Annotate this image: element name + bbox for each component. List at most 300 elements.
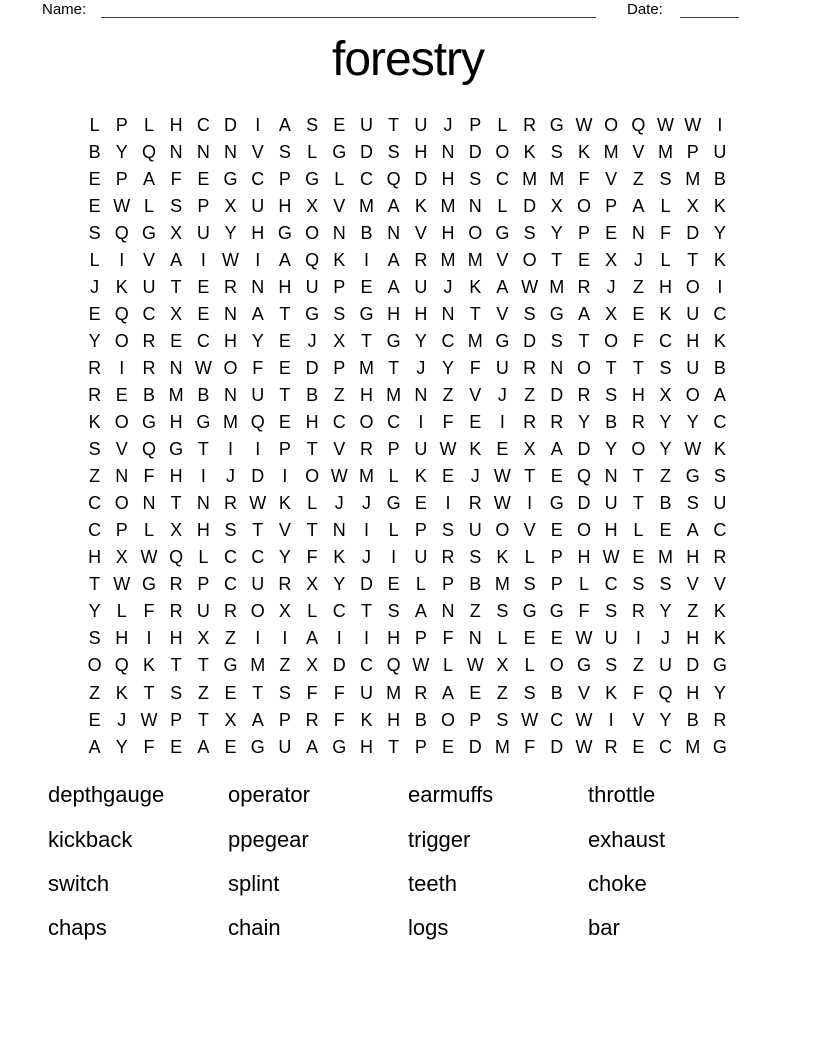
grid-letter: T <box>197 655 209 676</box>
grid-letter: M <box>494 574 510 595</box>
grid-letter: Y <box>88 330 101 351</box>
grid-letter: O <box>576 357 591 378</box>
grid-letter: K <box>360 709 373 730</box>
grid-letter: Z <box>333 384 345 405</box>
grid-letter: K <box>469 439 482 460</box>
grid-letter: I <box>255 249 261 270</box>
word-item: throttle <box>588 782 656 808</box>
grid-letter: S <box>88 222 101 243</box>
grid-letter: F <box>442 412 454 433</box>
grid-letter: Y <box>88 601 101 622</box>
grid-letter: L <box>524 547 535 568</box>
grid-letter: N <box>387 222 401 243</box>
grid-letter: T <box>388 357 400 378</box>
word-item: chain <box>228 915 281 941</box>
grid-letter: R <box>631 601 645 622</box>
grid-letter: G <box>495 330 510 351</box>
grid-letter: I <box>527 493 533 514</box>
grid-letter: P <box>550 547 563 568</box>
grid-letter: R <box>631 412 645 433</box>
grid-letter: L <box>497 114 508 135</box>
grid-letter: U <box>686 303 700 324</box>
grid-letter: L <box>334 168 345 189</box>
grid-letter: T <box>632 466 644 487</box>
grid-letter: T <box>252 682 264 703</box>
grid-letter: Y <box>659 709 672 730</box>
grid-letter: G <box>549 114 564 135</box>
grid-letter: X <box>686 195 699 216</box>
grid-letter: I <box>608 709 614 730</box>
grid-letter: Y <box>414 330 427 351</box>
grid-letter: R <box>359 439 373 460</box>
grid-letter: Y <box>659 439 672 460</box>
grid-letter: G <box>549 303 564 324</box>
grid-letter: H <box>251 222 265 243</box>
grid-letter: R <box>550 412 564 433</box>
grid-letter: I <box>336 628 342 649</box>
grid-letter: I <box>200 249 206 270</box>
grid-letter: F <box>524 736 536 757</box>
grid-letter: V <box>333 195 346 216</box>
grid-letter: X <box>306 574 319 595</box>
grid-letter: N <box>251 276 265 297</box>
grid-letter: E <box>632 736 645 757</box>
grid-letter: D <box>251 466 265 487</box>
grid-letter: D <box>686 222 700 243</box>
grid-letter: P <box>170 709 183 730</box>
grid-letter: C <box>659 330 673 351</box>
grid-letter: A <box>251 303 264 324</box>
grid-letter: H <box>686 330 700 351</box>
grid-letter: J <box>497 384 507 405</box>
grid-letter: K <box>659 303 672 324</box>
grid-letter: S <box>496 709 509 730</box>
grid-letter: U <box>359 114 373 135</box>
grid-letter: K <box>142 655 155 676</box>
grid-letter: M <box>440 195 456 216</box>
grid-letter: R <box>88 384 102 405</box>
grid-letter: H <box>224 330 238 351</box>
grid-letter: C <box>387 412 401 433</box>
grid-letter: L <box>633 520 644 541</box>
grid-letter: K <box>333 249 346 270</box>
grid-letter: P <box>414 520 427 541</box>
grid-letter: W <box>575 709 593 730</box>
grid-letter: C <box>332 412 346 433</box>
grid-letter: E <box>442 736 455 757</box>
grid-letter: Q <box>386 655 401 676</box>
grid-letter: I <box>363 628 369 649</box>
grid-letter: R <box>468 493 482 514</box>
grid-letter: H <box>169 466 183 487</box>
grid-letter: I <box>200 466 206 487</box>
grid-letter: X <box>306 655 319 676</box>
grid-letter: O <box>685 276 700 297</box>
grid-letter: C <box>713 303 727 324</box>
grid-letter: U <box>659 655 673 676</box>
grid-letter: O <box>223 357 238 378</box>
grid-letter: U <box>468 520 482 541</box>
grid-letter: T <box>252 520 264 541</box>
grid-letter: T <box>605 357 617 378</box>
grid-letter: L <box>388 520 399 541</box>
grid-letter: A <box>577 303 590 324</box>
grid-letter: T <box>306 520 318 541</box>
grid-letter: H <box>577 547 591 568</box>
grid-letter: Q <box>169 547 184 568</box>
grid-letter: X <box>605 303 618 324</box>
grid-letter: E <box>88 709 101 730</box>
grid-letter: H <box>169 412 183 433</box>
grid-letter: M <box>549 168 565 189</box>
grid-letter: N <box>224 141 238 162</box>
grid-letter: U <box>713 493 727 514</box>
grid-letter: R <box>88 357 102 378</box>
grid-letter: S <box>659 357 672 378</box>
grid-letter: F <box>469 357 481 378</box>
grid-letter: B <box>469 574 482 595</box>
grid-letter: A <box>197 736 210 757</box>
grid-letter: X <box>115 547 128 568</box>
grid-letter: N <box>142 493 156 514</box>
grid-letter: R <box>224 493 238 514</box>
grid-letter: M <box>358 195 374 216</box>
grid-letter: V <box>469 384 482 405</box>
puzzle-title: forestry <box>331 33 485 86</box>
grid-letter: P <box>115 114 128 135</box>
grid-letter: P <box>550 574 563 595</box>
grid-letter: U <box>251 574 265 595</box>
grid-letter: S <box>523 574 536 595</box>
grid-letter: B <box>306 384 319 405</box>
grid-letter: G <box>277 222 292 243</box>
grid-letter: L <box>307 141 318 162</box>
grid-letter: S <box>713 466 726 487</box>
grid-letter: M <box>386 682 402 703</box>
grid-letter: H <box>631 384 645 405</box>
grid-letter: U <box>251 384 265 405</box>
grid-letter: B <box>142 384 155 405</box>
grid-letter: W <box>222 249 240 270</box>
grid-letter: F <box>578 168 590 189</box>
grid-letter: G <box>712 736 727 757</box>
grid-letter: V <box>605 168 618 189</box>
grid-letter: D <box>686 655 700 676</box>
grid-letter: L <box>89 114 100 135</box>
grid-letter: T <box>306 439 318 460</box>
grid-letter: Q <box>386 168 401 189</box>
grid-letter: V <box>496 249 509 270</box>
grid-letter: L <box>660 249 671 270</box>
grid-letter: W <box>113 195 131 216</box>
grid-letter: E <box>333 114 346 135</box>
grid-letter: V <box>632 709 645 730</box>
grid-letter: Q <box>576 466 591 487</box>
grid-letter: N <box>169 357 183 378</box>
grid-letter: V <box>496 303 509 324</box>
grid-letter: T <box>197 439 209 460</box>
grid-letter: J <box>90 276 100 297</box>
grid-letter: A <box>278 249 291 270</box>
grid-letter: N <box>224 384 238 405</box>
grid-letter: E <box>88 303 101 324</box>
grid-letter: M <box>250 655 266 676</box>
grid-letter: R <box>224 276 238 297</box>
grid-letter: A <box>550 439 563 460</box>
grid-letter: H <box>305 412 319 433</box>
grid-letter: P <box>686 141 699 162</box>
date-label: Date: <box>627 1 663 18</box>
grid-letter: P <box>414 736 427 757</box>
grid-letter: Q <box>631 114 646 135</box>
grid-letter: A <box>632 195 645 216</box>
grid-letter: V <box>142 249 155 270</box>
grid-letter: F <box>632 330 644 351</box>
grid-letter: Y <box>550 222 563 243</box>
grid-letter: E <box>550 628 563 649</box>
grid-letter: G <box>332 141 347 162</box>
grid-letter: O <box>468 222 483 243</box>
grid-letter: Z <box>660 466 672 487</box>
grid-letter: C <box>251 168 265 189</box>
grid-letter: P <box>414 628 427 649</box>
grid-letter: B <box>360 222 373 243</box>
grid-letter: C <box>713 412 727 433</box>
grid-letter: O <box>576 520 591 541</box>
grid-letter: Z <box>496 682 508 703</box>
grid-letter: E <box>605 222 618 243</box>
grid-letter: U <box>604 493 618 514</box>
grid-letter: X <box>523 439 536 460</box>
grid-letter: O <box>495 520 510 541</box>
grid-letter: H <box>387 709 401 730</box>
grid-letter: S <box>469 168 482 189</box>
grid-letter: N <box>441 601 455 622</box>
grid-letter: E <box>414 493 427 514</box>
grid-letter: P <box>197 195 210 216</box>
grid-letter: T <box>360 330 372 351</box>
word-item: depthgauge <box>48 782 165 808</box>
grid-letter: O <box>87 655 102 676</box>
grid-letter: O <box>359 412 374 433</box>
grid-letter: G <box>141 574 156 595</box>
grid-letter: I <box>363 249 369 270</box>
grid-letter: G <box>386 493 401 514</box>
grid-letter: G <box>141 222 156 243</box>
grid-letter: C <box>196 114 210 135</box>
grid-letter: F <box>333 709 345 730</box>
grid-letter: G <box>141 412 156 433</box>
grid-letter: W <box>466 655 484 676</box>
grid-letter: R <box>278 574 292 595</box>
grid-letter: Y <box>713 222 726 243</box>
grid-letter: Z <box>89 682 101 703</box>
grid-letter: J <box>443 276 453 297</box>
grid-letter: D <box>468 141 482 162</box>
grid-letter: Y <box>251 330 264 351</box>
grid-letter: G <box>223 168 238 189</box>
word-item: teeth <box>408 870 457 896</box>
grid-letter: S <box>333 303 346 324</box>
grid-letter: S <box>387 601 400 622</box>
grid-letter: R <box>224 601 238 622</box>
grid-letter: U <box>414 276 428 297</box>
grid-letter: U <box>305 276 319 297</box>
grid-letter: K <box>523 141 536 162</box>
grid-letter: D <box>224 114 238 135</box>
grid-letter: Z <box>469 601 481 622</box>
grid-letter: E <box>659 520 672 541</box>
grid-letter: S <box>170 195 183 216</box>
grid-letter: H <box>169 114 183 135</box>
grid-letter: T <box>170 493 182 514</box>
word-item: trigger <box>408 826 471 852</box>
grid-letter: P <box>469 114 482 135</box>
grid-letter: E <box>170 736 183 757</box>
word-list <box>48 773 768 951</box>
grid-letter: C <box>142 303 156 324</box>
grid-letter: K <box>713 439 726 460</box>
grid-letter: O <box>250 601 265 622</box>
grid-letter: M <box>440 249 456 270</box>
grid-letter: U <box>196 222 210 243</box>
grid-letter: W <box>140 709 158 730</box>
grid-letter: N <box>604 466 618 487</box>
grid-letter: W <box>575 628 593 649</box>
grid-letter: T <box>89 574 101 595</box>
grid-letter: P <box>115 520 128 541</box>
grid-letter: Z <box>89 466 101 487</box>
grid-letter: E <box>278 357 291 378</box>
grid-letter: N <box>468 195 482 216</box>
grid-letter: E <box>523 628 536 649</box>
grid-letter: W <box>575 114 593 135</box>
grid-letter: W <box>194 357 212 378</box>
grid-letter: C <box>224 547 238 568</box>
grid-letter: V <box>278 520 291 541</box>
grid-letter: H <box>278 276 292 297</box>
grid-letter: N <box>631 222 645 243</box>
grid-letter: S <box>605 601 618 622</box>
grid-letter: I <box>255 439 261 460</box>
grid-letter: E <box>224 736 237 757</box>
grid-letter: I <box>363 520 369 541</box>
word-item: earmuffs <box>408 782 494 808</box>
grid-letter: S <box>224 520 237 541</box>
grid-letter: E <box>632 303 645 324</box>
grid-letter: L <box>143 114 154 135</box>
grid-letter: L <box>116 601 127 622</box>
grid-letter: D <box>577 493 591 514</box>
grid-letter: K <box>115 682 128 703</box>
grid-letter: P <box>115 168 128 189</box>
grid-letter: V <box>713 574 726 595</box>
grid-letter: A <box>686 520 699 541</box>
grid-letter: K <box>713 249 726 270</box>
grid-letter: T <box>469 303 481 324</box>
grid-letter: L <box>307 601 318 622</box>
grid-letter: I <box>499 412 505 433</box>
grid-letter: M <box>358 466 374 487</box>
grid-letter: N <box>332 520 346 541</box>
grid-letter: Z <box>687 601 699 622</box>
grid-letter: D <box>332 655 346 676</box>
word-item: logs <box>408 915 449 941</box>
grid-letter: R <box>414 249 428 270</box>
grid-letter: E <box>496 439 509 460</box>
grid-letter: W <box>412 655 430 676</box>
grid-letter: R <box>414 682 428 703</box>
grid-letter: D <box>550 384 564 405</box>
grid-letter: K <box>577 141 590 162</box>
grid-letter: I <box>255 628 261 649</box>
grid-letter: X <box>170 520 183 541</box>
grid-letter: K <box>469 276 482 297</box>
grid-letter: X <box>278 601 291 622</box>
grid-letter: M <box>685 168 701 189</box>
grid-letter: Q <box>141 439 156 460</box>
grid-letter: J <box>470 466 480 487</box>
grid-letter: R <box>523 357 537 378</box>
grid-letter: H <box>604 520 618 541</box>
grid-letter: O <box>631 439 646 460</box>
grid-letter: D <box>359 141 373 162</box>
grid-letter: U <box>604 628 618 649</box>
grid-letter: I <box>418 412 424 433</box>
grid-letter: V <box>333 439 346 460</box>
grid-letter: U <box>686 357 700 378</box>
grid-letter: N <box>441 303 455 324</box>
grid-letter: E <box>387 574 400 595</box>
date-blank-line <box>680 0 739 18</box>
grid-letter: S <box>88 439 101 460</box>
grid-letter: L <box>198 547 209 568</box>
grid-letter: E <box>442 466 455 487</box>
grid-letter: S <box>550 330 563 351</box>
grid-letter: F <box>143 601 155 622</box>
grid-letter: R <box>523 412 537 433</box>
grid-letter: L <box>443 655 454 676</box>
grid-letter: O <box>685 384 700 405</box>
grid-letter: W <box>330 466 348 487</box>
grid-letter: W <box>493 466 511 487</box>
grid-letter: S <box>496 601 509 622</box>
grid-letter: O <box>305 222 320 243</box>
grid-letter: V <box>414 222 427 243</box>
grid-letter: I <box>228 439 234 460</box>
grid-letter: L <box>307 493 318 514</box>
grid-letter: C <box>359 655 373 676</box>
grid-letter: B <box>550 682 563 703</box>
grid-letter: S <box>632 574 645 595</box>
grid-letter: A <box>414 601 427 622</box>
grid-letter: O <box>114 493 129 514</box>
grid-letter: X <box>224 195 237 216</box>
grid-letter: L <box>143 195 154 216</box>
grid-letter: F <box>306 682 318 703</box>
grid-letter: Y <box>224 222 237 243</box>
grid-letter: M <box>549 276 565 297</box>
word-item: choke <box>588 870 647 896</box>
grid-letter: V <box>523 520 536 541</box>
grid-letter: Q <box>114 303 129 324</box>
grid-letter: P <box>197 574 210 595</box>
grid-letter: Y <box>442 357 455 378</box>
grid-letter: L <box>415 574 426 595</box>
grid-letter: O <box>549 655 564 676</box>
grid-letter: A <box>251 709 264 730</box>
grid-letter: R <box>577 384 591 405</box>
